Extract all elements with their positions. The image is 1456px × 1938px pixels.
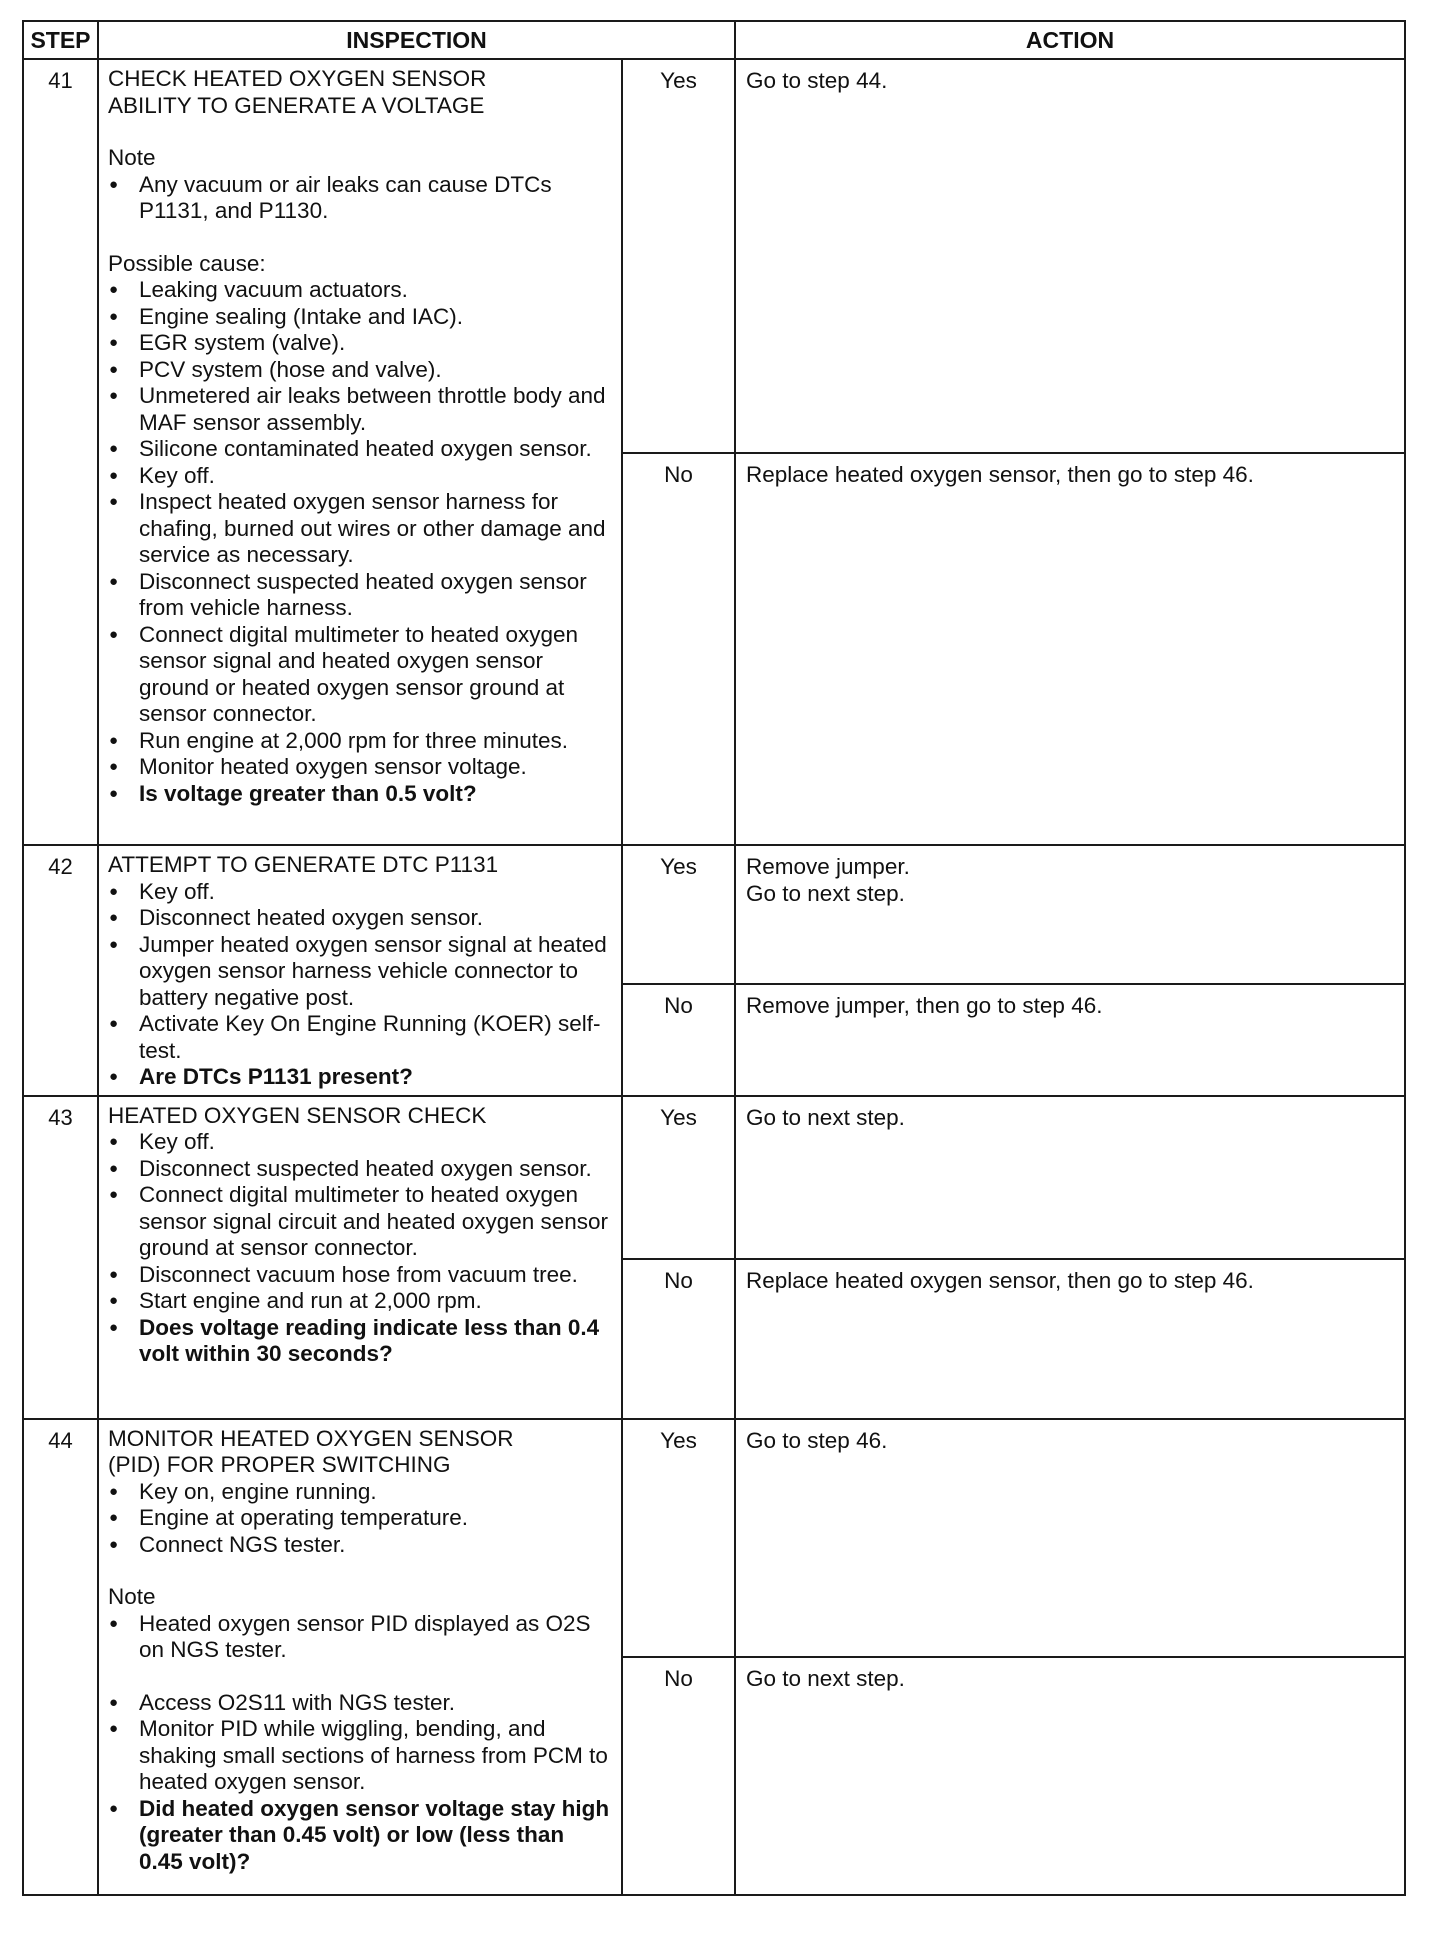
action-yes <box>735 1096 1405 1259</box>
step-title: CHECK HEATED OXYGEN SENSOR <box>108 66 487 91</box>
list-item: ● Silicone contaminated heated oxygen sensor. <box>108 436 611 463</box>
action-text: Go to next step. <box>746 880 905 906</box>
list-item: ● Connect digital multimeter to heated oxygen sensor signal circuit and heated oxygen sensor ground at sensor connector. <box>108 1182 611 1262</box>
action-text: Replace heated oxygen sensor, then go to step 46. <box>746 462 1254 487</box>
note-label: Note <box>108 1584 156 1609</box>
list-item: ● Access O2S11 with NGS tester. <box>108 1690 611 1717</box>
cause-label: Possible cause: <box>108 250 266 276</box>
action-text: Replace heated oxygen sensor, then go to step 46. <box>746 1267 1254 1293</box>
step-title: HEATED OXYGEN SENSOR CHECK <box>108 1102 487 1128</box>
list-item: ● Jumper heated oxygen sensor signal at heated oxygen sensor harness vehicle connector to battery negative post. <box>108 932 611 1012</box>
list-item: ● Key off. <box>108 463 611 490</box>
step-number: 41 <box>23 59 98 845</box>
procedure-list <box>108 1690 611 1876</box>
table-row <box>23 1096 1405 1259</box>
list-item: ● Start engine and run at 2,000 rpm. <box>108 1288 611 1315</box>
list-item: ● Engine sealing (Intake and IAC). <box>108 304 611 331</box>
table-header-row <box>23 21 1405 59</box>
step-number: 43 <box>23 1096 98 1419</box>
answer-yes: Yes <box>622 1096 735 1259</box>
table-row <box>23 59 1405 453</box>
question-item: ● Is voltage greater than 0.5 volt? <box>108 781 611 808</box>
answer-yes: Yes <box>622 59 735 453</box>
header-step: STEP <box>23 21 98 59</box>
step-title: ATTEMPT TO GENERATE DTC P1131 <box>108 852 499 877</box>
question-item: ● Are DTCs P1131 present? <box>108 1064 611 1091</box>
step-number: 42 <box>23 845 98 1096</box>
list-item: ● Connect NGS tester. <box>108 1532 611 1559</box>
question-item: ● Did heated oxygen sensor voltage stay high (greater than 0.45 volt) or low (less than 0.45 volt)? <box>108 1796 611 1876</box>
procedure-list <box>108 1479 611 1559</box>
action-text: Remove jumper. <box>746 854 910 879</box>
step-title: (PID) FOR PROPER SWITCHING <box>108 1452 451 1477</box>
list-item: ● Leaking vacuum actuators. <box>108 277 611 304</box>
list-item: ● Unmetered air leaks between throttle body and MAF sensor assembly. <box>108 383 611 436</box>
procedure-list <box>108 879 611 1091</box>
inspection-cell <box>98 1419 622 1895</box>
inspection-table <box>22 20 1406 1896</box>
list-item: ● Activate Key On Engine Running (KOER) self-test. <box>108 1011 611 1064</box>
step-number: 44 <box>23 1419 98 1895</box>
note-label: Note <box>108 145 156 170</box>
action-yes <box>735 845 1405 984</box>
action-no <box>735 1259 1405 1419</box>
inspection-cell <box>98 59 622 845</box>
list-item: ● Key off. <box>108 1129 611 1156</box>
step-title: MONITOR HEATED OXYGEN SENSOR <box>108 1425 514 1451</box>
note-list <box>108 172 611 225</box>
list-item: ● Disconnect suspected heated oxygen sensor from vehicle harness. <box>108 569 611 622</box>
action-no <box>735 1657 1405 1895</box>
answer-no: No <box>622 453 735 845</box>
table-row <box>23 1419 1405 1657</box>
step-title: ABILITY TO GENERATE A VOLTAGE <box>108 92 485 118</box>
list-item: ● Any vacuum or air leaks can cause DTCs P1131, and P1130. <box>108 172 611 225</box>
list-item: ● Disconnect heated oxygen sensor. <box>108 905 611 932</box>
action-text: Go to step 44. <box>746 68 888 93</box>
list-item: ● Disconnect suspected heated oxygen sensor. <box>108 1156 611 1183</box>
action-yes <box>735 59 1405 453</box>
diagnostic-table-page <box>22 20 1404 1908</box>
header-action: ACTION <box>735 21 1405 59</box>
table-row <box>23 845 1405 984</box>
header-inspection: INSPECTION <box>98 21 735 59</box>
action-no <box>735 984 1405 1096</box>
list-item: ● Monitor heated oxygen sensor voltage. <box>108 754 611 781</box>
list-item: ● Run engine at 2,000 rpm for three minutes. <box>108 728 611 755</box>
list-item: ● Heated oxygen sensor PID displayed as O2S on NGS tester. <box>108 1611 611 1664</box>
list-item: ● Monitor PID while wiggling, bending, and shaking small sections of harness from PCM to heated oxygen sensor. <box>108 1716 611 1796</box>
action-text: Go to step 46. <box>746 1427 888 1453</box>
answer-no: No <box>622 1259 735 1419</box>
list-item: ● Disconnect vacuum hose from vacuum tree. <box>108 1262 611 1289</box>
action-yes <box>735 1419 1405 1657</box>
list-item: ● Connect digital multimeter to heated oxygen sensor signal and heated oxygen sensor ground or heated oxygen sensor ground at sensor connector. <box>108 622 611 728</box>
inspection-cell <box>98 845 622 1096</box>
note-list <box>108 1611 611 1664</box>
answer-no: No <box>622 1657 735 1895</box>
answer-no: No <box>622 984 735 1096</box>
list-item: ● EGR system (valve). <box>108 330 611 357</box>
list-item: ● Key on, engine running. <box>108 1479 611 1506</box>
action-text: Remove jumper, then go to step 46. <box>746 992 1103 1018</box>
action-text: Go to next step. <box>746 1104 905 1130</box>
answer-yes: Yes <box>622 845 735 984</box>
answer-yes: Yes <box>622 1419 735 1657</box>
list-item: ● Key off. <box>108 879 611 906</box>
procedure-list <box>108 277 611 807</box>
procedure-list <box>108 1129 611 1368</box>
inspection-cell <box>98 1096 622 1419</box>
question-item: ● Does voltage reading indicate less than 0.4 volt within 30 seconds? <box>108 1315 611 1368</box>
action-no <box>735 453 1405 845</box>
list-item: ● Inspect heated oxygen sensor harness for chafing, burned out wires or other damage and service as necessary. <box>108 489 611 569</box>
list-item: ● Engine at operating temperature. <box>108 1505 611 1532</box>
list-item: ● PCV system (hose and valve). <box>108 357 611 384</box>
action-text: Go to next step. <box>746 1665 905 1691</box>
